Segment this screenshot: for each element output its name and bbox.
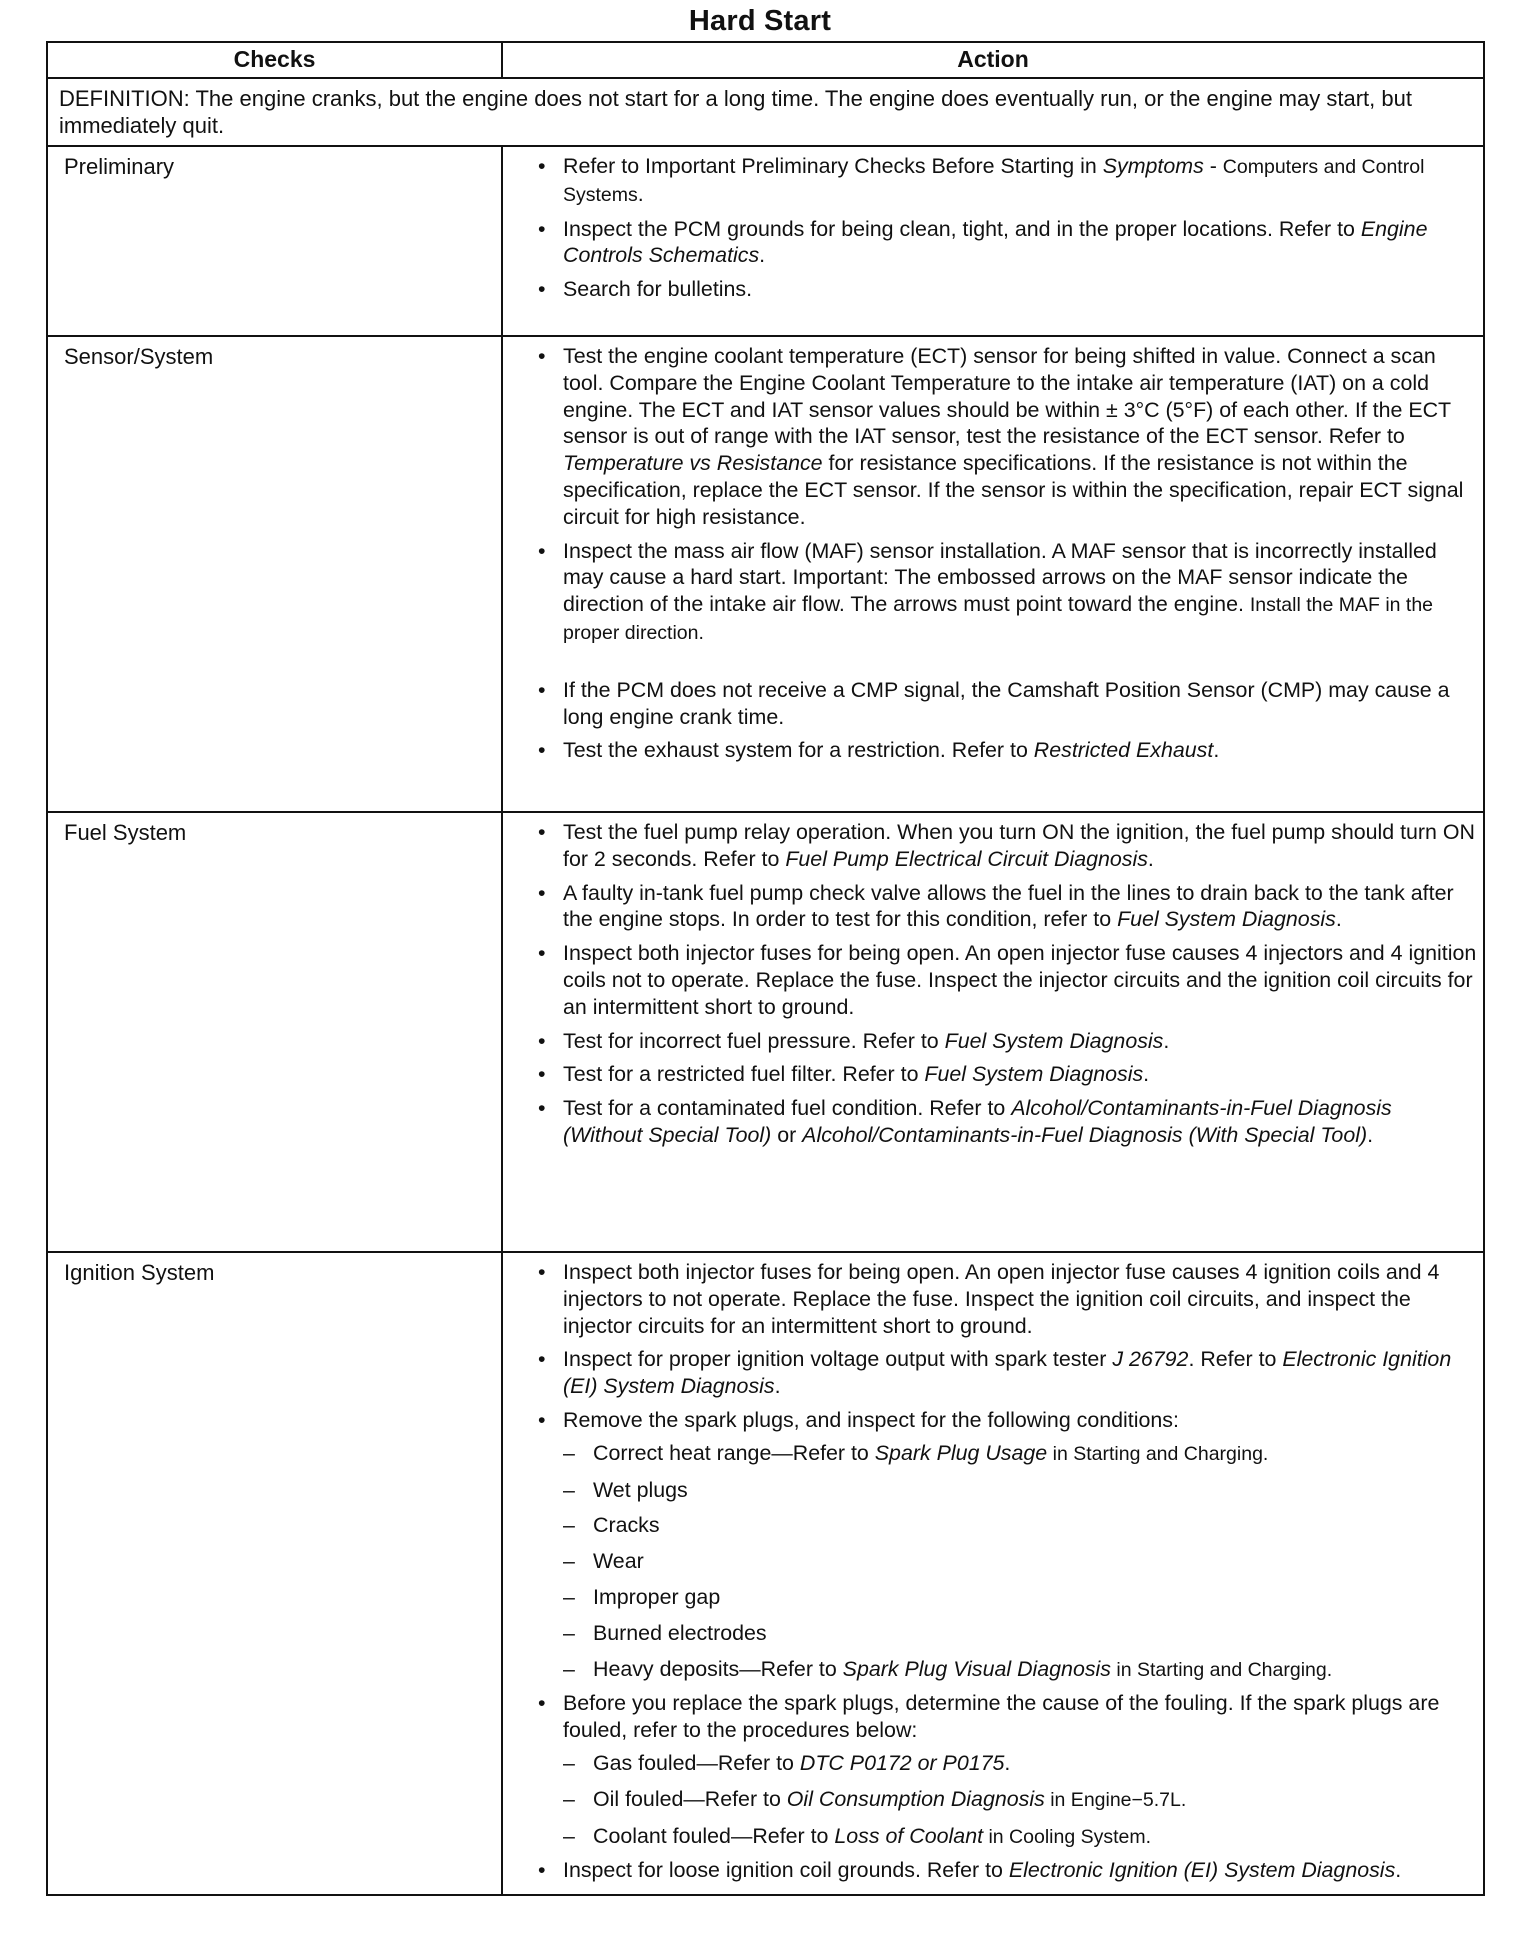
sub-list-item: – Oil fouled—Refer to Oil Consumption Diagnosis in Engine−5.7L. — [563, 1786, 1187, 1811]
action-cell — [502, 1252, 1484, 1895]
sub-list-item: – Heavy deposits—Refer to Spark Plug Visual Diagnosis in Starting and Charging. — [563, 1656, 1333, 1681]
list-item: • Remove the spark plugs, and inspect for the following conditions: – Correct heat range—Refer to Spark Plug Usage in Starting and Charging. – Wet plugs – Cracks – Wear – Improper gap – Burned electrodes – Heavy deposits—Refer to Spark Plug Visual Diagnosis in Starting and Charging. — [503, 1407, 1477, 1683]
list-item: • Test the exhaust system for a restriction. Refer to Restricted Exhaust. — [538, 738, 1220, 763]
check-preliminary: Preliminary — [47, 146, 502, 336]
table-row — [47, 1252, 1484, 1895]
table-row — [47, 336, 1484, 812]
action-cell — [502, 146, 1484, 336]
header-row — [47, 42, 1484, 78]
action-header: Action — [502, 42, 1484, 78]
list-item: • Inspect for loose ignition coil grounds. Refer to Electronic Ignition (EI) System Diagnosis. — [538, 1858, 1402, 1883]
list-item: • Test for incorrect fuel pressure. Refer to Fuel System Diagnosis. — [538, 1028, 1170, 1053]
list-item: • A faulty in-tank fuel pump check valve allows the fuel in the lines to drain back to the tank after the engine stops. In order to test for this condition, refer to Fuel System Diagnosis. — [538, 880, 1454, 932]
definition-text: DEFINITION: The engine cranks, but the engine does not start for a long time. The engine does eventually run, or the engine may start, but immediately quit. — [47, 78, 1484, 146]
sub-list-item: – Burned electrodes — [563, 1620, 767, 1645]
page-title: Hard Start — [688, 5, 832, 37]
check-fuel-system: Fuel System — [47, 812, 502, 1252]
action-cell — [502, 336, 1484, 812]
list-item: • Inspect both injector fuses for being open. An open injector fuse causes 4 ignition coils and 4 injectors to not operate. Replace the fuse. Inspect the ignition coil circuits, and inspect the injector circuits for an intermittent short to ground. — [538, 1260, 1440, 1338]
list-item: • Search for bulletins. — [538, 277, 753, 302]
list-item: • Test the engine coolant temperature (ECT) sensor for being shifted in value. Connect a scan tool. Compare the Engine Coolant Temperature to the intake air temperature (IAT) on a cold engine. The ECT and IAT sensor values should be within ± 3°C (5°F) of each other. If the ECT sensor is out of range with the IAT sensor, test the resistance of the ECT sensor. Refer to Temperature vs Resistance for resistance specifications. If the resistance is not within the specification, replace the ECT sensor. If the sensor is within the specification, repair ECT signal circuit for high resistance. — [538, 344, 1464, 529]
list-item: • Inspect the PCM grounds for being clean, tight, and in the proper locations. Refer to Engine Controls Schematics. — [538, 216, 1428, 268]
table-row — [47, 146, 1484, 336]
definition-row — [47, 78, 1484, 146]
checks-header: Checks — [47, 42, 502, 78]
list-item: • Test the fuel pump relay operation. When you turn ON the ignition, the fuel pump should turn ON for 2 seconds. Refer to Fuel Pump Electrical Circuit Diagnosis. — [538, 820, 1475, 871]
list-item: • Inspect for proper ignition voltage output with spark tester J 26792. Refer to Electronic Ignition (EI) System Diagnosis. — [538, 1347, 1452, 1399]
list-item: • Inspect the mass air flow (MAF) sensor installation. A MAF sensor that is incorrectly installed may cause a hard start. Important: The embossed arrows on the MAF sensor indicate the direction of the intake air flow. The arrows must point toward the engine. Install the MAF in the proper direction. — [538, 538, 1437, 644]
action-cell — [502, 812, 1484, 1252]
sub-list-item: – Correct heat range—Refer to Spark Plug Usage in Starting and Charging. — [563, 1440, 1269, 1465]
list-item: • Refer to Important Preliminary Checks Before Starting in Symptoms - Computers and Control Systems. — [538, 154, 1425, 206]
list-item: • If the PCM does not receive a CMP signal, the Camshaft Position Sensor (CMP) may cause a long engine crank time. — [538, 677, 1450, 729]
sub-list-item: – Wet plugs — [563, 1477, 688, 1502]
hard-start-table — [46, 41, 1485, 1896]
list-item: • Before you replace the spark plugs, determine the cause of the fouling. If the spark plugs are fouled, refer to the procedures below: – Gas fouled—Refer to DTC P0172 or P0175. – Oil fouled—Refer to Oil Consumption Diagnosis in Engine−5.7L. – Coolant fouled—Refer to Loss of Coolant in Cooling System. — [503, 1690, 1477, 1850]
sub-list-item: – Cracks — [563, 1513, 660, 1538]
list-item: • Test for a contaminated fuel condition. Refer to Alcohol/Contaminants-in-Fuel Diagnosis (Without Special Tool) or Alcohol/Contaminants-in-Fuel Diagnosis (With Special Tool). — [538, 1096, 1392, 1147]
check-ignition-system: Ignition System — [47, 1252, 502, 1895]
sub-list-item: – Gas fouled—Refer to DTC P0172 or P0175. — [563, 1750, 1011, 1775]
check-sensor-system: Sensor/System — [47, 336, 502, 812]
list-item: • Inspect both injector fuses for being open. An open injector fuse causes 4 injectors and 4 ignition coils not to operate. Replace the fuse. Inspect the injector circuits and the ignition coil circuits for an intermittent short to ground. — [538, 941, 1477, 1019]
sub-list-item: – Wear — [563, 1549, 644, 1574]
list-item: • Test for a restricted fuel filter. Refer to Fuel System Diagnosis. — [538, 1062, 1150, 1087]
table-row — [47, 812, 1484, 1252]
sub-list-item: – Improper gap — [563, 1584, 721, 1609]
sub-list-item: – Coolant fouled—Refer to Loss of Coolant in Cooling System. — [563, 1823, 1152, 1848]
